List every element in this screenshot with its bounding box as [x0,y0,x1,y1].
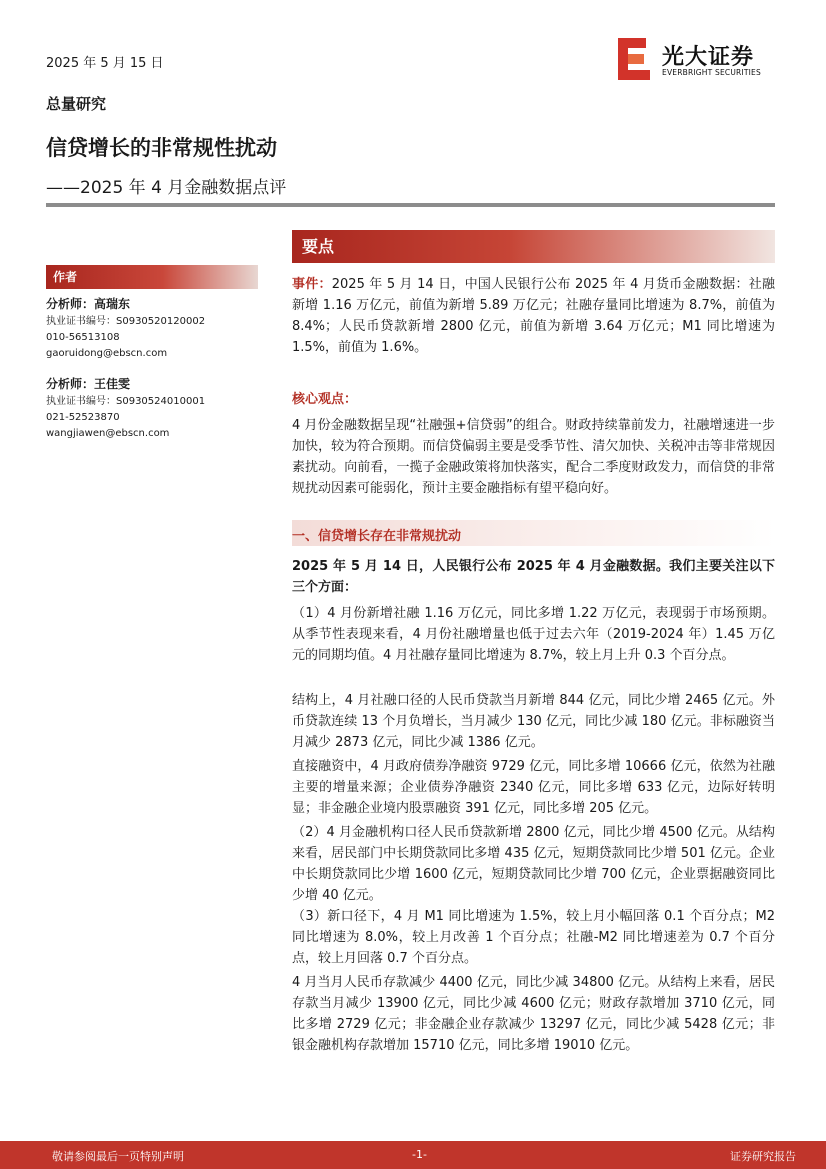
lead-paragraph: 2025 年 5 月 14 日，人民银行公布 2025 年 4 月金融数据。我们主要关注以下三个方面： [292,559,775,595]
body-paragraph: （2）4 月金融机构口径人民币贷款新增 2800 亿元，同比少增 4500 亿元。从结构来看，居民部门中长期贷款同比多增 435 亿元，短期贷款同比少增 501 亿元。企业中长期贷款同比少增 1600 亿元，短期贷款同比少增 700 亿元，企业票据融资同比少增 40 亿元。 [292,825,775,903]
report-subtitle: ——2025 年 4 月金融数据点评 [46,178,287,198]
page-footer [0,1141,826,1169]
footer-disclaimer[interactable]: 敬请参阅最后一页特别声明 [52,1150,184,1163]
logo-english-name: EVERBRIGHT SECURITIES [662,68,761,77]
event-label: 事件： [292,277,332,292]
core-view-label: 核心观点： [292,392,358,407]
report-category: 总量研究 [46,95,107,113]
footer-report-type: 证券研究报告 [730,1150,796,1163]
analyst-phone: 021-52523870 [46,412,120,423]
company-logo [618,38,778,80]
analyst-cert: 执业证书编号：S0930524010001 [46,396,206,407]
report-date: 2025 年 5 月 15 日 [46,56,164,71]
logo-mark-icon [618,38,652,80]
analyst-cert: 执业证书编号：S0930520120002 [46,316,206,327]
section-heading-bar [292,520,775,546]
page-number: -1- [412,1148,427,1161]
author-section-header: 作者 [46,265,258,289]
analyst-card [46,374,261,442]
body-paragraph: （3）新口径下，4 月 M1 同比增速为 1.5%，较上月小幅回落 0.1 个百分点；M2 同比增速为 8.0%，较上月改善 1 个百分点；社融-M2 同比增速差为 0.7 个百分点，较上月回落 0.7 个百分点。 [292,909,775,966]
body-paragraph: 直接融资中，4 月政府债券净融资 9729 亿元，同比多增 10666 亿元，依然为社融主要的增量来源；企业债券净融资 2340 亿元，同比多增 633 亿元，边际好转明显；非金融企业境内股票融资 391 亿元，同比多增 205 亿元。 [292,759,775,816]
body-paragraph: 结构上，4 月社融口径的人民币贷款当月新增 844 亿元，同比少增 2465 亿元。外币贷款连续 13 个月负增长，当月减少 130 亿元，同比少减 180 亿元。非标融资当月减少 2873 亿元，同比少减 1386 亿元。 [292,693,775,750]
analyst-card [46,294,261,362]
title-divider [46,203,775,207]
analyst-name: 分析师：王佳雯 [46,377,131,391]
report-title: 信贷增长的非常规性扰动 [46,136,277,160]
analyst-name: 分析师：高瑞东 [46,297,131,311]
body-paragraph: （1）4 月份新增社融 1.16 万亿元，同比多增 1.22 万亿元，表现弱于市场预期。从季节性表现来看，4 月份社融增量也低于过去六年（2019-2024 年）1.45 万亿元的同期均值。4 月社融存量同比增速为 8.7%，较上月上升 0.3 个百分点。 [292,606,775,663]
event-paragraph [292,274,775,358]
logo-chinese-name: 光大证券 [662,45,755,70]
key-points-header: 要点 [292,230,775,263]
core-view-text: 4 月份金融数据呈现“社融强+信贷弱”的组合。财政持续靠前发力，社融增速进一步加快，较为符合预期。而信贷偏弱主要是受季节性、清欠加快、关税冲击等非常规因素扰动。向前看，一揽子金融政策将加快落实，配合二季度财政发力，而信贷的非常规扰动因素可能弱化，预计主要金融指标有望平稳向好。 [292,418,775,496]
analyst-phone: 010-56513108 [46,332,120,343]
section-heading: 一、信贷增长存在非常规扰动 [292,529,462,544]
event-text: 2025 年 5 月 14 日，中国人民银行公布 2025 年 4 月货币金融数据：社融新增 1.16 万亿元，前值为新增 5.89 万亿元；社融存量同比增速为 8.7%，前值为 8.4%；人民币贷款新增 2800 亿元，前值为新增 3.64 万亿元；M1 同比增速为 1.5%，前值为 1.6%。 [292,277,775,355]
analyst-email[interactable]: gaoruidong@ebscn.com [46,348,168,359]
body-paragraph: 4 月当月人民币存款减少 4400 亿元，同比少减 34800 亿元。从结构上来看，居民存款当月减少 13900 亿元，同比少减 4600 亿元；财政存款增加 3710 亿元，同比多增 2729 亿元；非金融企业存款减少 13297 亿元，同比少减 5428 亿元；非银金融机构存款增加 15710 亿元，同比多增 19010 亿元。 [292,975,775,1053]
analyst-email[interactable]: wangjiawen@ebscn.com [46,428,170,439]
